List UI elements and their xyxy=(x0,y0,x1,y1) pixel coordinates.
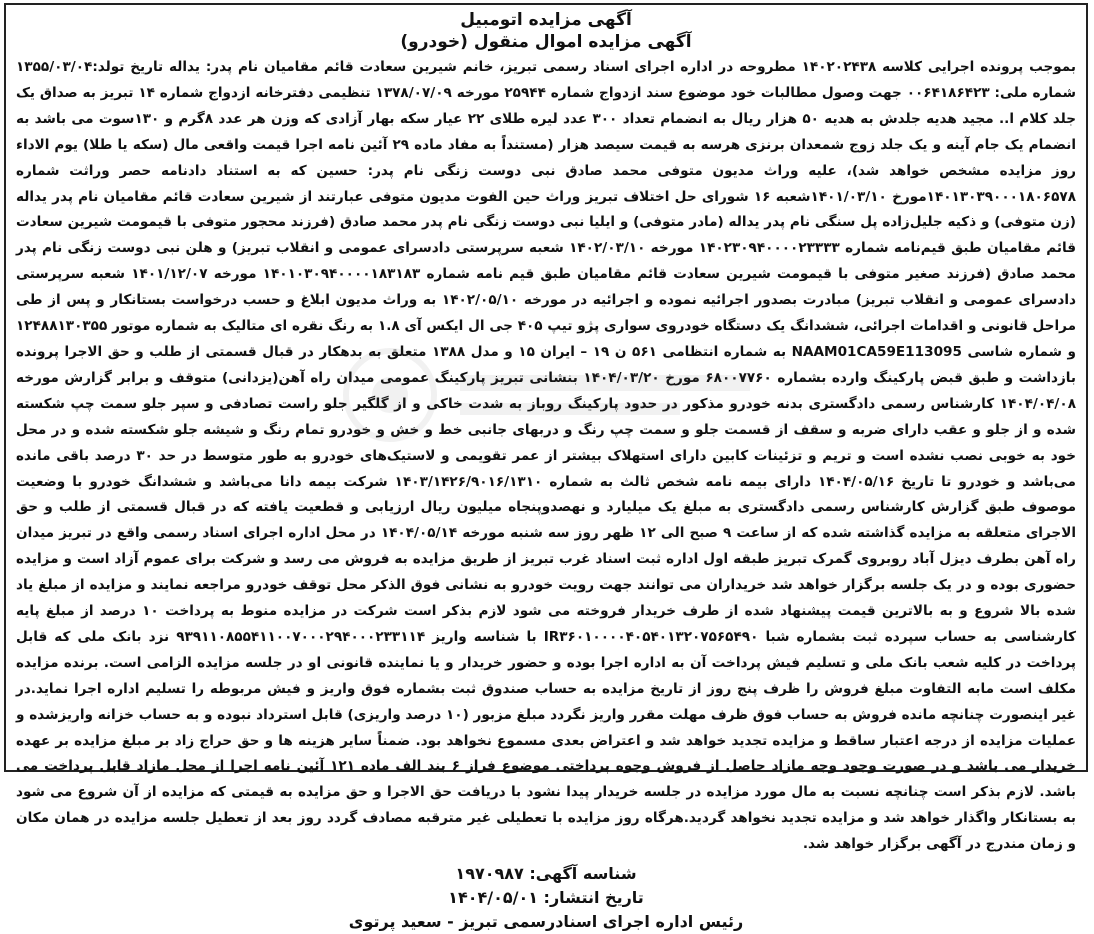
notice-body: بموجب پرونده اجرایی کلاسه ۱۴۰۲۰۲۴۳۸ مطروحه در اداره اجرای اسناد رسمی تبریز، خانم شیرین سعادت قائم مقامیان نام پدر: یداله تاریخ تولد:۱۳۵۵/۰۳/۰۴ شماره ملی: ۰۰۶۴۱۸۶۴۲۳ جهت وصول مطالبات خود موضوع سند ازدواج شماره ۲۵۹۴۴ مورخه ۱۳۷۸/۰۷/۰۹ تنظیمی دفترخانه ازدواج شماره ۱۴ تبریز به صداق یک جلد کلام ا.. مجید هدیه جلدش به هدیه ۵۰ هزار ریال به انضمام تعداد ۳۰۰ عدد لیره طلای ۲۲ عیار سکه بهار آزادی که وزن هر عدد ۸گرم و ۱۳۰سوت می باشد به انضمام یک جام آینه و یک جلد زوج شمعدان برنزی هرسه به قیمت سیصد هزار (مستنداً به مفاد ماده ۲۹ آئین نامه اجرا قیمت واقعی مال (سکه یا طلا) یوم الاداء روز مزایده مشخص خواهد شد)، علیه وراث مدیون متوفی محمد صادق نبی دوست زنگی نام پدر: حسین که به استناد دادنامه حصر وراثت شماره ۱۴۰۱۳۰۳۹۰۰۰۱۸۰۶۵۷۸مورخ ۱۴۰۱/۰۳/۱۰شعبه ۱۶ شورای حل اختلاف تبریز وراث حین الفوت مدیون متوفی عبارتند از شیرین سعادت قائم مقامیان نام پدر یداله (زن متوفی) و ذکیه جلیل‌زاده پل سنگی نام پدر یداله (مادر متوفی) و ایلیا نبی دوست زنگی نام پدر محمد صادق (فرزند محجور متوفی با قیمومت شیرین سعادت قائم مقامیان طبق قیم‌نامه شماره ۱۴۰۲۳۰۹۴۰۰۰۰۲۳۳۳۳ مورخه ۱۴۰۲/۰۳/۱۰ شعبه سرپرستی دادسرای عمومی و انقلاب تبریز) و هلن نبی دوست زنگی نام پدر محمد صادق (فرزند صغیر متوفی با قیمومت شیرین سعادت قائم مقامیان طبق قیم نامه شماره ۱۴۰۱۰۳۰۹۴۰۰۰۰۱۸۳۱۸۳ مورخه ۱۴۰۱/۱۲/۰۷ شعبه سرپرستی دادسرای عمومی و انقلاب تبریز) مبادرت بصدور اجرائیه نموده و اجرائیه در مورخه ۱۴۰۲/۰۵/۱۰ به وراث مدیون ابلاغ و حسب درخواست بستانکار و پس از طی مراحل قانونی و اقدامات اجرائی، ششدانگ یک دستگاه خودروی سواری پژو تیپ ۴۰۵ جی ال ایکس آی ۱.۸ به رنگ نقره ای متالیک به شماره موتور ۱۲۴۸۸۱۳۰۳۵۵ و شماره شاسی NAAM01CA59E113095 به شماره انتظامی ۵۶۱ ن ۱۹ – ایران ۱۵ و مدل ۱۳۸۸ متعلق به بدهکار در قبال قسمتی از طلب و حق الاجرا پرونده بازداشت و طبق قبض پارکینگ وارده بشماره ۶۸۰۰۷۷۶۰ مورخ ۱۴۰۴/۰۳/۲۰ بنشانی تبریز پارکینگ عمومی میدان راه آهن(یزدانی) متوقف و برابر گزارش مورخه ۱۴۰۴/۰۴/۰۸ کارشناس رسمی دادگستری بدنه خودرو مذکور در حدود پارکینگ روباز به شدت خاکی و از گلگیر جلو راست تصادفی و سپر جلو سمت چپ شکسته شده و از جلو و عقب دارای ضربه و سقف از قسمت جلو و سمت چپ رنگ و دربهای جانبی خط و خش و خودرو تمام رنگ و شیشه جلو شکسته شده و در محل خود به خوبی نصب نشده است و تریم و تزئینات کابین دارای استهلاک بیشتر از عمر تقویمی و لاستیک‌های خودرو به طور متوسط در حد ۳۰ درصد باقی مانده می‌باشد و خودرو تا تاریخ ۱۴۰۴/۰۵/۱۶ دارای بیمه نامه شخص ثالث به شماره ۱۴۰۳/۱۴۲۶/۹۰۱۶/۱۳۱۰ شرکت بیمه دانا می‌باشد و ششدانگ خودرو با وضعیت موصوف طبق گزارش کارشناس رسمی دادگستری به مبلغ یک میلیارد و نهصدوپنجاه میلیون ریال ارزیابی و قطعیت یافته که در قبال قسمتی از طلب و حق الاجرای متعلقه به مزایده گذاشته شده که از ساعت ۹ صبح الی ۱۲ ظهر روز سه شنبه مورخه ۱۴۰۴/۰۵/۱۴ در محل اداره اجرای اسناد رسمی واقع در تبریز میدان راه آهن بطرف دیزل آباد روبروی گمرک تبریز طبقه اول اداره ثبت اسناد غرب تبریز از طریق مزایده به فروش می رسد و شرکت برای عموم آزاد است و مزایده حضوری بوده و در یک جلسه برگزار خواهد شد خریداران می توانند جهت رویت خودرو به نشانی فوق الذکر محل توقف خودرو مراجعه نمایند و مزایده از مبلغ یاد شده بالا شروع و به بالاترین قیمت پیشنهاد شده از طرف خریدار فروخته می شود لازم بذکر است شرکت در مزایده منوط به پرداخت ۱۰ درصد از مبلغ پایه کارشناسی به حساب سپرده ثبت بشماره شبا IR۳۶۰۱۰۰۰۰۴۰۵۴۰۱۳۲۰۷۵۶۵۴۹۰ با شناسه واریز ۹۳۹۱۱۰۸۵۵۴۱۱۰۰۷۰۰۰۲۹۴۰۰۰۲۳۳۱۱۴ نزد بانک ملی که قابل پرداخت در کلیه شعب بانک ملی و تسلیم فیش پرداخت آن به اداره اجرا بوده و حضور خریدار و یا نماینده قانونی او در جلسه مزایده الزامی است. برنده مزایده مکلف است مابه التفاوت مبلغ فروش را ظرف پنج روز از تاریخ مزایده به حساب صندوق ثبت بشماره فوق واریز و فیش مربوطه را تسلیم اداره اجرا نماید.در غیر اینصورت چنانچه مانده فروش به حساب فوق ظرف مهلت مقرر واریز نگردد مبلغ مزبور (۱۰ درصد واریزی) قابل استرداد نبوده و به حساب خزانه واریزشده و عملیات مزایده از درجه اعتبار ساقط و مزایده تجدید خواهد شد و اعتراض بعدی مسموع نخواهد بود. ضمناً سایر هزینه ها و حق حراج زاد بر مبلغ مزایده بر عهده خریدار می باشد و در صورت وجود وجه مازاد حاصل از فروش وجوه پرداختی موضوع فراز ۶ بند الف ماده ۱۲۱ آئین نامه اجرا از محل مازاد قابل پرداخت می باشد. لازم بذکر است چنانچه نسبت به مال مورد مزایده در جلسه خریدار پیدا نشود با دریافت حق الاجرا و حق مزایده به قیمتی که مزایده از آن شروع می شود به بستانکار واگذار خواهد شد و مزایده تجدید نخواهد گردید.هرگاه روز مزایده با تعطیلی غیر مترقبه مصادف گردد روز بعد از تعطیل جلسه مزایده در همان مکان و زمان مندرج در آگهی برگزار خواهد شد. xyxy=(16,59,1077,853)
notice-title: آگهی مزایده اتومبیل xyxy=(460,10,632,30)
ad-id: شناسه آگهی: ۱۹۷۰۹۸۷ xyxy=(455,864,637,884)
notice-subtitle: آگهی مزایده اموال منقول (خودرو) xyxy=(400,32,692,52)
notice-footer xyxy=(16,862,1076,934)
signature: رئیس اداره اجرای اسنادرسمی تبریز - سعید پرتوی xyxy=(348,912,744,932)
notice-frame xyxy=(4,3,1088,932)
publish-date: تاریخ انتشار: ۱۴۰۴/۰۵/۰۱ xyxy=(448,888,644,908)
